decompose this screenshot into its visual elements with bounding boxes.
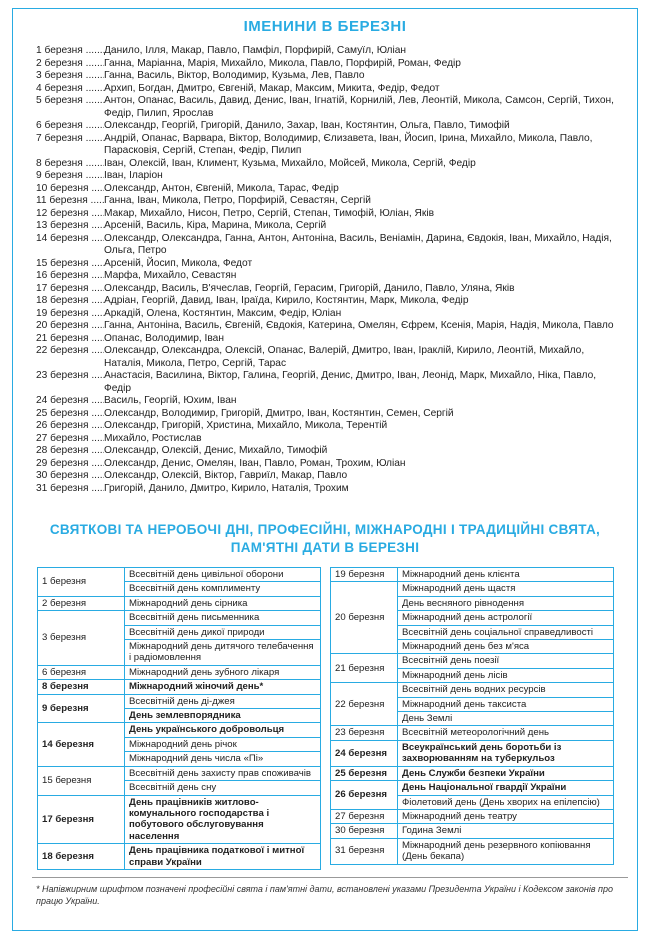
holiday-event: День українського добровольця (125, 723, 321, 737)
name-day-date: 15 березня ..... (36, 258, 104, 271)
holiday-row (331, 726, 614, 740)
holiday-event: День землевпорядника (125, 709, 321, 723)
name-day-date: 2 березня ..... (36, 58, 104, 71)
name-day-names: Арсеній, Василь, Кіра, Марина, Микола, Сергій (104, 220, 327, 231)
name-day-row (36, 370, 616, 395)
holiday-row (331, 582, 614, 596)
holiday-event: Міжнародний день річок (125, 737, 321, 751)
holiday-event: Фіолетовий день (День хворих на епілепсію) (398, 795, 614, 809)
holidays-title (30, 521, 620, 557)
name-day-names: Антон, Опанас, Василь, Давид, Денис, Іван, Ігнатій, Корнилій, Лев, Леонтій, Микола, Самсон, Сергій, Тихон, Федір, Пилип, Ярослав (104, 95, 614, 119)
holiday-date: 25 березня (331, 766, 398, 780)
name-day-names: Аркадій, Олена, Костянтин, Максим, Федір, Юліан (104, 307, 342, 319)
name-day-row (36, 133, 616, 158)
holiday-date: 2 березня (38, 596, 125, 610)
holiday-row (38, 723, 321, 737)
holiday-event: Міжнародний жіночий день* (125, 680, 321, 694)
name-day-row (36, 258, 616, 271)
holiday-date: 20 березня (331, 582, 398, 654)
holiday-event: Міжнародний день без м'яса (398, 640, 614, 654)
name-day-row (36, 483, 616, 496)
name-day-names: Олександр, Володимир, Григорій, Дмитро, Іван, Костянтин, Семен, Сергій (104, 407, 454, 419)
holiday-row (38, 694, 321, 708)
name-day-date: 5 березня ..... (36, 95, 104, 108)
name-day-date: 22 березня ..... (36, 345, 104, 358)
name-day-date: 29 березня ..... (36, 458, 104, 471)
holiday-event: День працівника податкової і митної справи України (125, 844, 321, 870)
name-day-date: 17 березня ..... (36, 283, 104, 296)
name-day-row (36, 308, 616, 321)
holiday-date: 22 березня (331, 683, 398, 726)
name-day-row (36, 120, 616, 133)
holiday-row (331, 683, 614, 697)
name-day-row (36, 458, 616, 471)
footnote: * Напівжирним шрифтом позначені професійні свята і пам'ятні дати, встановлені указами Президента України і Кодексом законів про працю України. (36, 884, 614, 906)
holiday-date: 21 березня (331, 654, 398, 683)
name-day-names: Іван, Олексій, Іван, Климент, Кузьма, Михайло, Мойсей, Микола, Сергій, Федір (104, 157, 476, 169)
holiday-row (38, 844, 321, 870)
name-day-row (36, 95, 616, 120)
holiday-event: Міжнародний день числа «Пі» (125, 752, 321, 766)
name-day-row (36, 433, 616, 446)
name-day-date: 25 березня ..... (36, 408, 104, 421)
name-day-names: Данило, Ілля, Макар, Павло, Памфіл, Порфирій, Самуїл, Юліан (104, 45, 407, 56)
name-day-names: Олександр, Василь, В'ячеслав, Георгій, Герасим, Григорій, Данило, Павло, Уляна, Яків (104, 282, 515, 294)
name-day-row (36, 83, 616, 96)
holiday-event: Всесвітній день цивільної оборони (125, 568, 321, 582)
holiday-event: Міжнародний день астрології (398, 611, 614, 625)
name-day-names: Василь, Георгій, Юхим, Іван (104, 395, 237, 406)
holiday-row (38, 665, 321, 679)
name-day-names: Ганна, Василь, Віктор, Володимир, Кузьма, Лев, Павло (104, 70, 365, 81)
name-day-row (36, 183, 616, 196)
holiday-row (38, 795, 321, 844)
holiday-row (38, 568, 321, 582)
name-day-date: 1 березня ..... (36, 45, 104, 58)
holiday-date: 1 березня (38, 568, 125, 597)
name-day-row (36, 195, 616, 208)
holiday-date: 18 березня (38, 844, 125, 870)
name-day-names: Олександр, Олексій, Віктор, Гавриїл, Макар, Павло (104, 470, 348, 481)
holiday-event: Міжнародний день сірника (125, 596, 321, 610)
name-day-names: Марфа, Михайло, Севастян (104, 270, 237, 281)
name-day-names: Іван, Іларіон (104, 170, 163, 181)
name-day-row (36, 283, 616, 296)
name-day-row (36, 208, 616, 221)
holiday-event: День Землі (398, 712, 614, 726)
name-day-row (36, 345, 616, 370)
name-day-names: Андрій, Опанас, Варвара, Віктор, Володимир, Єлизавета, Іван, Йосип, Ірина, Михайло, Микола, Павло, Парасковія, Сергій, Степан, Федір, Пилип (104, 132, 593, 156)
name-day-date: 16 березня ..... (36, 270, 104, 283)
name-day-names: Макар, Михайло, Нисон, Петро, Сергій, Степан, Тимофій, Юліан, Яків (104, 207, 435, 219)
holiday-event: День весняного рівнодення (398, 596, 614, 610)
name-day-row (36, 408, 616, 421)
holiday-event: Всесвітній день захисту прав споживачів (125, 766, 321, 780)
name-day-row (36, 270, 616, 283)
name-day-row (36, 45, 616, 58)
name-day-date: 6 березня ..... (36, 120, 104, 133)
holiday-date: 17 березня (38, 795, 125, 844)
holidays-title-line1: СВЯТКОВІ ТА НЕРОБОЧІ ДНІ, ПРОФЕСІЙНІ, МІЖНАРОДНІ І ТРАДИЦІЙНІ СВЯТА, (49, 522, 601, 537)
name-day-row (36, 58, 616, 71)
holiday-date: 31 березня (331, 838, 398, 864)
name-day-names: Олександр, Олександра, Олексій, Опанас, Валерій, Дмитро, Іван, Іраклій, Кирило, Леонтій, Михайло, Наталія, Микола, Петро, Сергій, Тарас (104, 345, 585, 369)
name-day-row (36, 70, 616, 83)
holiday-date: 27 березня (331, 809, 398, 823)
holiday-event: Всесвітній день сну (125, 781, 321, 795)
holiday-event: Міжнародний день театру (398, 809, 614, 823)
holiday-event: Міжнародний день щастя (398, 582, 614, 596)
name-days-list (36, 45, 616, 495)
name-day-date: 28 березня ..... (36, 445, 104, 458)
name-day-row (36, 170, 616, 183)
name-day-names: Ганна, Маріанна, Марія, Михайло, Микола, Павло, Порфирій, Роман, Федір (104, 57, 461, 69)
holiday-date: 3 березня (38, 611, 125, 666)
holiday-event: День працівників житлово-комунального господарства і побутового обслуговування населення (125, 795, 321, 844)
holiday-row (331, 809, 614, 823)
holiday-event: Всесвітній день комплименту (125, 582, 321, 596)
name-day-date: 4 березня ..... (36, 83, 104, 96)
names-title: ІМЕНИНИ В БЕРЕЗНІ (243, 18, 407, 35)
holiday-event: Година Землі (398, 824, 614, 838)
name-day-names: Архип, Богдан, Дмитро, Євгеній, Макар, Максим, Микита, Федір, Федот (104, 82, 440, 94)
holiday-date: 19 березня (331, 568, 398, 582)
name-day-date: 21 березня ..... (36, 333, 104, 346)
holiday-date: 8 березня (38, 680, 125, 694)
holiday-row (331, 781, 614, 795)
holiday-event: Всесвітній день дикої природи (125, 625, 321, 639)
name-day-names: Опанас, Володимир, Іван (104, 332, 224, 344)
holiday-event: Всесвітній день письменника (125, 611, 321, 625)
holiday-row (38, 596, 321, 610)
name-day-names: Олександр, Григорій, Христина, Михайло, Микола, Терентій (104, 420, 388, 431)
name-day-date: 9 березня ..... (36, 170, 104, 183)
holiday-row (331, 838, 614, 864)
holiday-event: Міжнародний день дитячого телебачення і радіомовлення (125, 640, 321, 666)
holiday-row (331, 824, 614, 838)
name-day-names: Олександр, Георгій, Григорій, Данило, Захар, Іван, Костянтин, Ольга, Павло, Тимофій (104, 120, 510, 131)
name-day-date: 7 березня ..... (36, 133, 104, 146)
holiday-event: Всеукраїнський день боротьби із захворюванням на туберкульоз (398, 740, 614, 766)
name-day-names: Григорій, Данило, Дмитро, Кирило, Наталія, Трохим (104, 482, 349, 494)
name-day-row (36, 320, 616, 333)
name-day-row (36, 395, 616, 408)
name-day-names: Ганна, Іван, Микола, Петро, Порфирій, Севастян, Сергій (104, 195, 371, 206)
name-day-row (36, 470, 616, 483)
name-day-date: 18 березня ..... (36, 295, 104, 308)
name-day-row (36, 233, 616, 258)
name-day-date: 26 березня ..... (36, 420, 104, 433)
name-day-date: 27 березня ..... (36, 433, 104, 446)
holiday-event: Міжнародний день зубного лікаря (125, 665, 321, 679)
name-day-date: 12 березня ..... (36, 208, 104, 221)
holidays-table-left (37, 567, 321, 870)
name-day-row (36, 158, 616, 171)
holiday-event: Міжнародний день лісів (398, 668, 614, 682)
holiday-row (38, 766, 321, 780)
holiday-row (38, 680, 321, 694)
holiday-event: Всесвітній день поезії (398, 654, 614, 668)
name-day-date: 10 березня ..... (36, 183, 104, 196)
name-day-date: 23 березня ..... (36, 370, 104, 383)
holiday-event: Міжнародний день резервного копіювання (День бекапа) (398, 838, 614, 864)
holiday-event: Міжнародний день таксиста (398, 697, 614, 711)
name-day-names: Олександр, Денис, Омелян, Іван, Павло, Роман, Трохим, Юліан (104, 457, 406, 469)
name-day-names: Адріан, Георгій, Давид, Іван, Іраїда, Кирило, Костянтин, Марк, Микола, Федір (104, 295, 469, 306)
footnote-divider (32, 877, 628, 878)
name-day-names: Михайло, Ростислав (104, 432, 202, 444)
name-day-row (36, 295, 616, 308)
name-day-date: 19 березня ..... (36, 308, 104, 321)
holiday-row (331, 568, 614, 582)
name-day-date: 11 березня ..... (36, 195, 104, 208)
holiday-event: Всесвітній метеорологічний день (398, 726, 614, 740)
holiday-date: 26 березня (331, 781, 398, 810)
holiday-date: 24 березня (331, 740, 398, 766)
holiday-event: Всесвітній день ді-джея (125, 694, 321, 708)
name-day-date: 3 березня ..... (36, 70, 104, 83)
name-day-names: Олександр, Антон, Євгеній, Микола, Тарас, Федір (104, 182, 339, 194)
holiday-date: 6 березня (38, 665, 125, 679)
name-day-date: 13 березня ..... (36, 220, 104, 233)
name-day-names: Ганна, Антоніна, Василь, Євгеній, Євдокія, Катерина, Омелян, Єфрем, Ксенія, Марія, Надія, Микола, Павло (104, 320, 614, 331)
holiday-event: Всесвітній день водних ресурсів (398, 683, 614, 697)
name-day-row (36, 420, 616, 433)
holiday-row (331, 654, 614, 668)
name-day-date: 30 березня ..... (36, 470, 104, 483)
holiday-row (331, 740, 614, 766)
name-day-row (36, 220, 616, 233)
name-day-names: Анастасія, Василина, Віктор, Галина, Георгій, Денис, Дмитро, Іван, Леонід, Марк, Михайло, Ніка, Павло, Федір (104, 370, 597, 394)
name-day-date: 24 березня ..... (36, 395, 104, 408)
name-day-date: 20 березня ..... (36, 320, 104, 333)
holiday-date: 30 березня (331, 824, 398, 838)
holiday-row (38, 611, 321, 625)
holiday-date: 9 березня (38, 694, 125, 723)
name-day-names: Арсеній, Йосип, Микола, Федот (104, 257, 253, 269)
holiday-row (331, 766, 614, 780)
holidays-table-right (330, 567, 614, 865)
name-day-date: 31 березня ..... (36, 483, 104, 496)
holiday-date: 14 березня (38, 723, 125, 766)
name-day-names: Олександр, Олексій, Денис, Михайло, Тимофій (104, 445, 328, 456)
name-day-date: 14 березня ..... (36, 233, 104, 246)
holiday-event: Всесвітній день соціальної справедливості (398, 625, 614, 639)
holiday-date: 15 березня (38, 766, 125, 795)
name-day-row (36, 445, 616, 458)
name-day-row (36, 333, 616, 346)
name-day-date: 8 березня ..... (36, 158, 104, 171)
holidays-title-line2: ПАМ'ЯТНІ ДАТИ В БЕРЕЗНІ (230, 540, 420, 555)
holiday-date: 23 березня (331, 726, 398, 740)
name-day-names: Олександр, Олександра, Ганна, Антон, Антоніна, Василь, Веніамін, Дарина, Євдокія, Іван, Михайло, Надія, Ольга, Петро (104, 232, 612, 256)
holiday-event: Міжнародний день клієнта (398, 568, 614, 582)
holiday-event: День Національної гвардії України (398, 781, 614, 795)
holiday-event: День Служби безпеки України (398, 766, 614, 780)
